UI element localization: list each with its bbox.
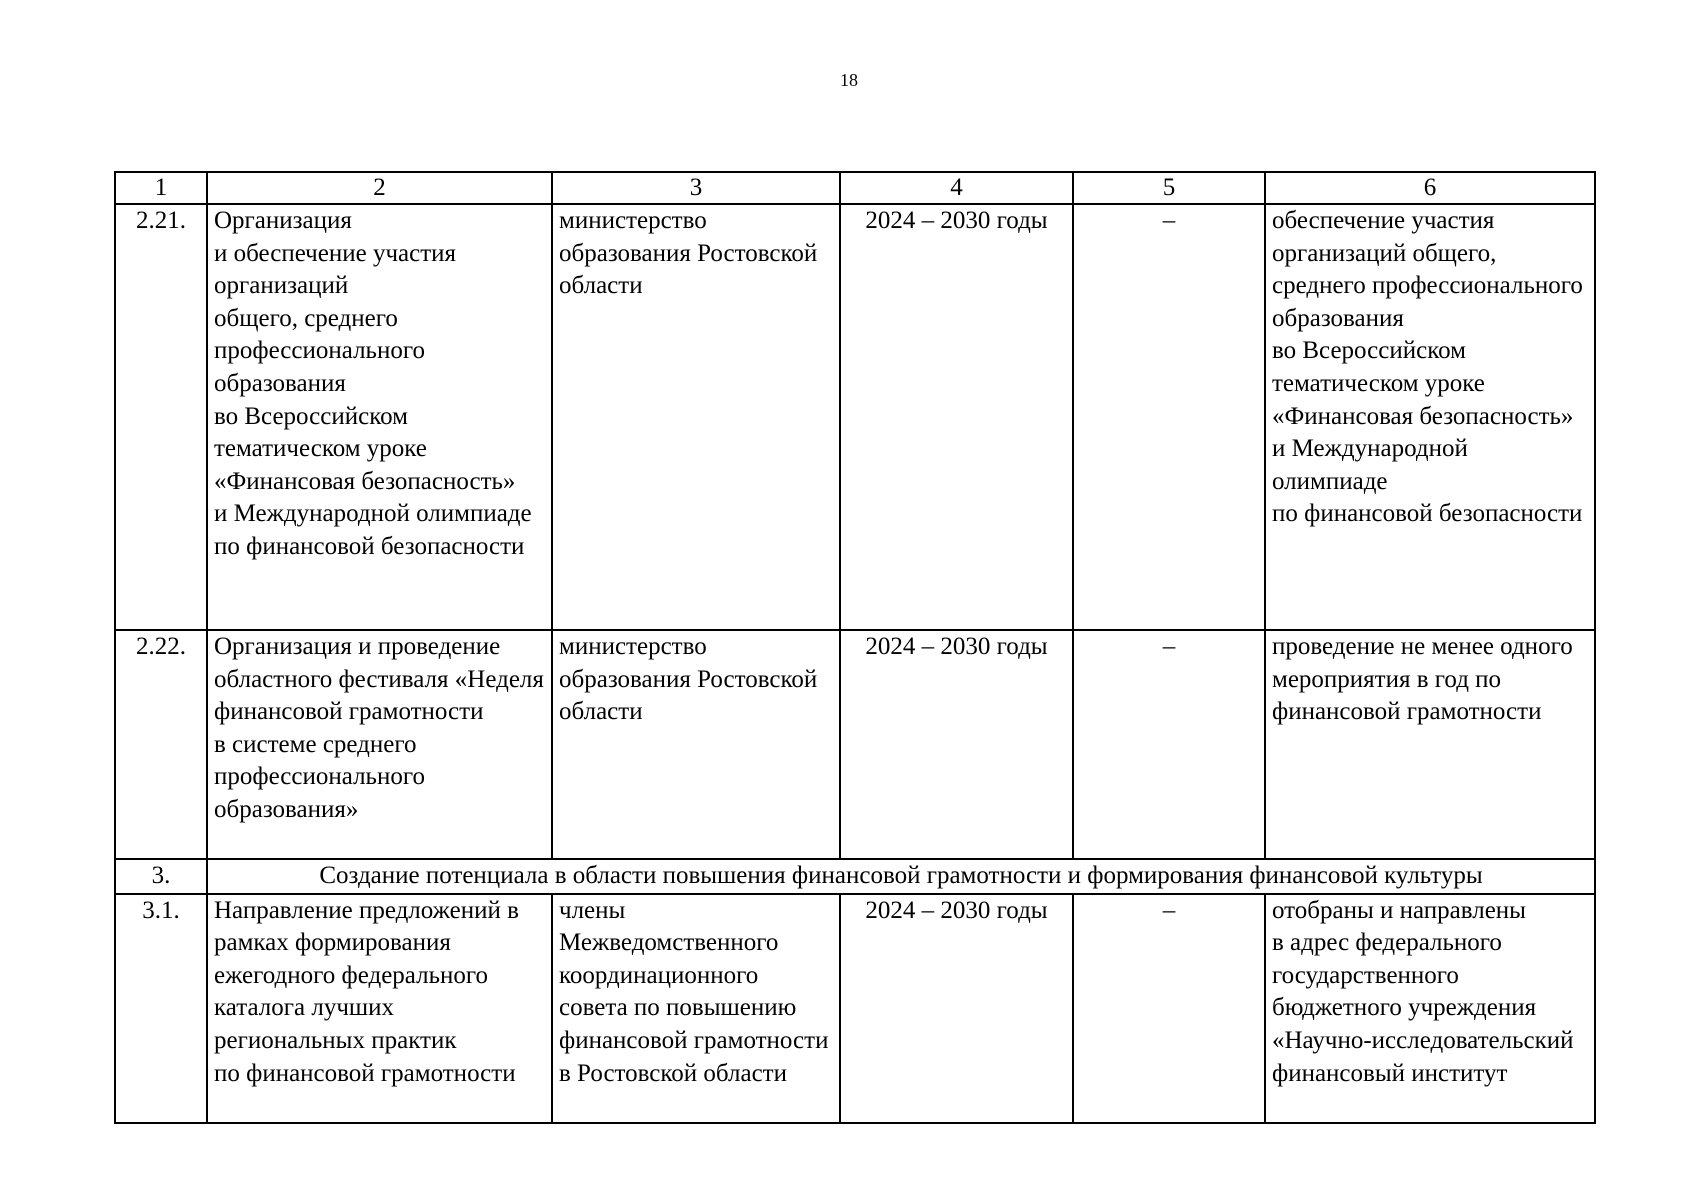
- item-result: обеспечение участия организаций общего, среднего профессионального образования во Всероссийском тематическом уроке «Финансовая безопасность» и Международной олимпиаде по финансовой безопасности: [1265, 204, 1595, 630]
- column-number-row: [115, 172, 1595, 204]
- section-title: Создание потенциала в области повышения финансовой грамотности и формирования финансовой культуры: [207, 859, 1595, 894]
- item-responsible: члены Межведомственного координационного совета по повышению финансовой грамотности в Ростовской области: [552, 894, 840, 1123]
- item-period: 2024 – 2030 годы: [840, 630, 1073, 859]
- table-row: [115, 204, 1595, 630]
- column-number: 2: [207, 172, 552, 204]
- table-row: [115, 630, 1595, 859]
- item-funding: –: [1073, 204, 1265, 630]
- table-row: [115, 894, 1595, 1123]
- column-number: 6: [1265, 172, 1595, 204]
- item-result: отобраны и направлены в адрес федерального государственного бюджетного учреждения «Научно-исследовательский финансовый институт: [1265, 894, 1595, 1123]
- item-number: 3.1.: [115, 894, 207, 1123]
- item-responsible: министерство образования Ростовской области: [552, 204, 840, 630]
- section-row: [115, 859, 1595, 894]
- item-result: проведение не менее одного мероприятия в год по финансовой грамотности: [1265, 630, 1595, 859]
- item-activity: Организация и проведение областного фестиваля «Неделя финансовой грамотности в системе среднего профессионального образования»: [207, 630, 552, 859]
- item-activity: Организация и обеспечение участия организаций общего, среднего профессионального образования во Всероссийском тематическом уроке «Финансовая безопасность» и Международной олимпиаде по финансовой безопасности: [207, 204, 552, 630]
- item-funding: –: [1073, 894, 1265, 1123]
- item-number: 2.22.: [115, 630, 207, 859]
- column-number: 1: [115, 172, 207, 204]
- item-period: 2024 – 2030 годы: [840, 204, 1073, 630]
- page-number: 18: [840, 70, 858, 90]
- item-funding: –: [1073, 630, 1265, 859]
- column-number: 5: [1073, 172, 1265, 204]
- section-number: 3.: [115, 859, 207, 894]
- column-number: 3: [552, 172, 840, 204]
- item-activity: Направление предложений в рамках формирования ежегодного федерального каталога лучших региональных практик по финансовой грамотности: [207, 894, 552, 1123]
- activities-table: [114, 171, 1596, 1124]
- column-number: 4: [840, 172, 1073, 204]
- item-period: 2024 – 2030 годы: [840, 894, 1073, 1123]
- item-responsible: министерство образования Ростовской области: [552, 630, 840, 859]
- item-number: 2.21.: [115, 204, 207, 630]
